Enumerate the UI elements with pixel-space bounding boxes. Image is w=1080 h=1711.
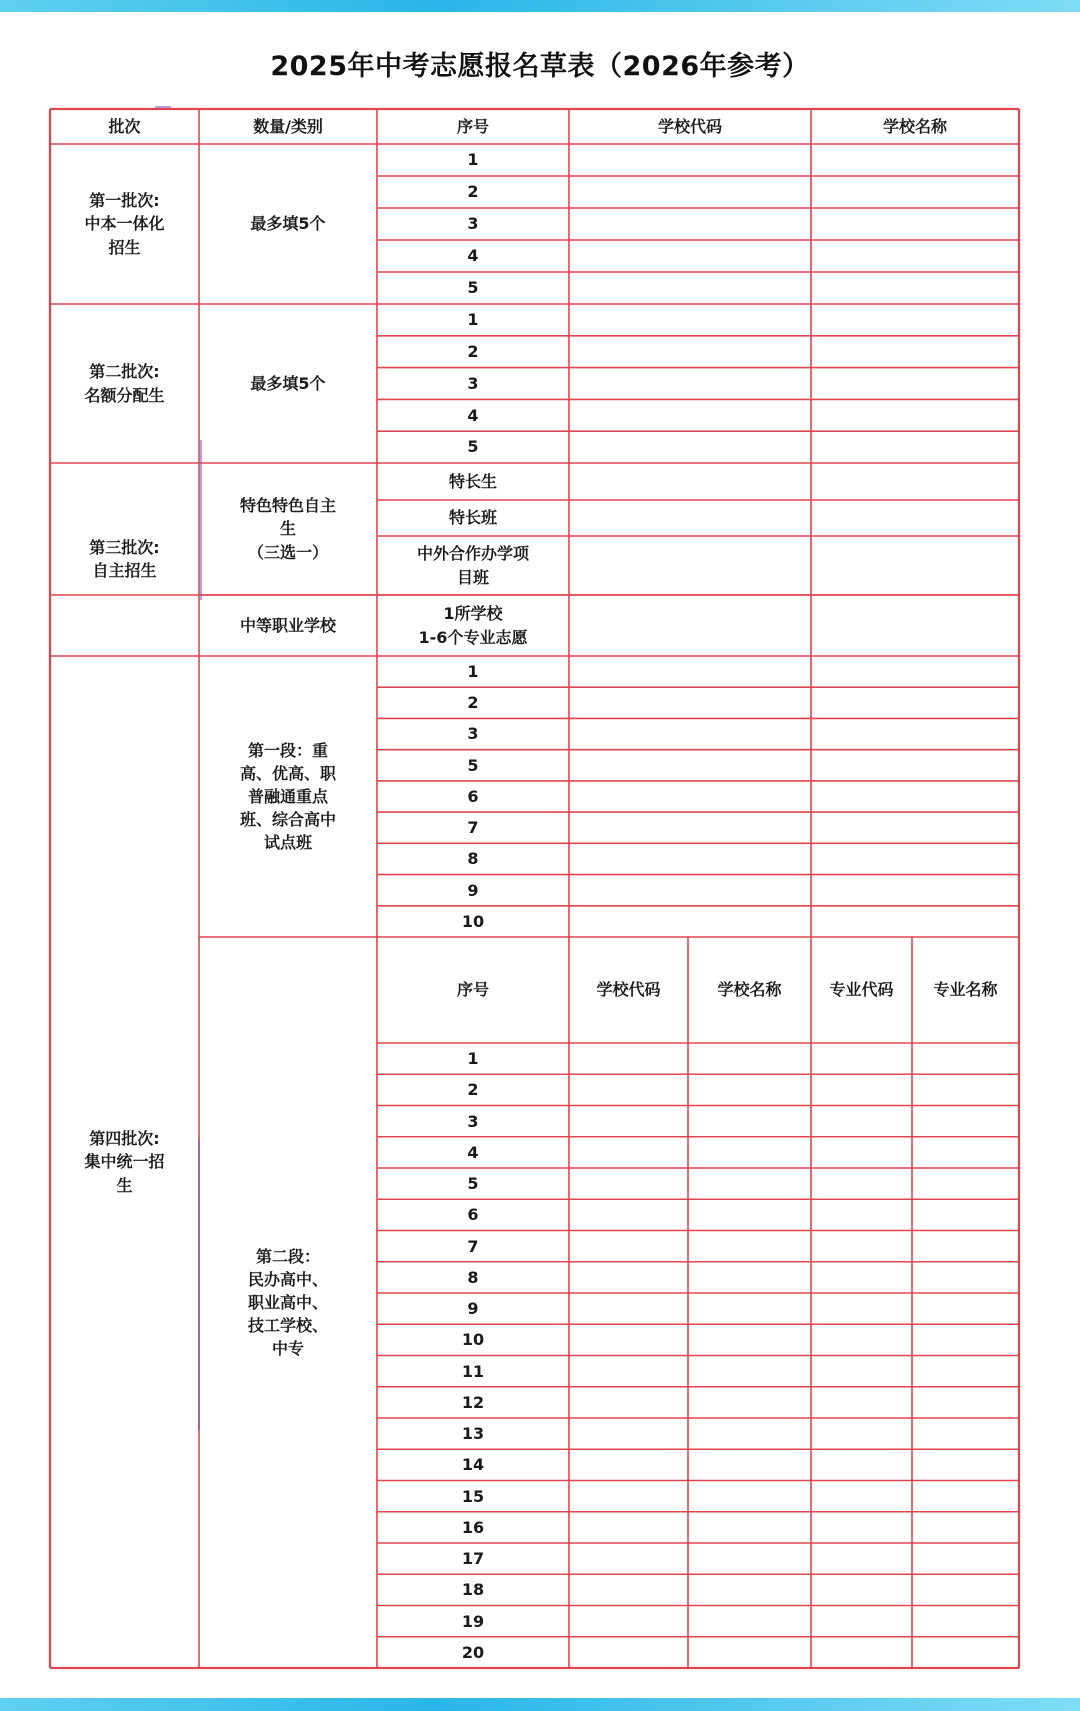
batch4-stage2-seq: 18 bbox=[461, 1580, 485, 1600]
batch4-stage2-seq: 11 bbox=[461, 1361, 485, 1381]
batch4-stage1-seq: 5 bbox=[467, 755, 479, 775]
batch3-label: 第三批次: 自主招生 bbox=[89, 537, 160, 580]
batch4-label: 第四批次: 集中统一招 生 bbox=[84, 1129, 165, 1195]
batch3-special-row: 特长班 bbox=[448, 508, 497, 528]
batch2-seq: 2 bbox=[467, 342, 479, 362]
batch2-seq: 4 bbox=[467, 405, 479, 425]
batch4-stage2-seq: 16 bbox=[461, 1517, 485, 1537]
batch4-stage2-seq: 7 bbox=[467, 1236, 479, 1256]
batch4-stage2-seq: 13 bbox=[461, 1424, 485, 1444]
batch1-seq: 4 bbox=[467, 246, 479, 266]
batch4-stage1-seq: 6 bbox=[467, 786, 479, 806]
batch2-seq: 5 bbox=[467, 437, 479, 457]
batch4-stage1-seq: 2 bbox=[467, 693, 479, 713]
stage2-header-seq: 序号 bbox=[456, 980, 489, 1000]
batch4-stage2-seq: 1 bbox=[467, 1049, 479, 1069]
batch3-vocational-row: 1所学校 1-6个专业志愿 bbox=[418, 604, 528, 647]
stage2-header-school-code: 学校代码 bbox=[596, 980, 661, 1000]
batch4-stage2-label: 第二段： 民办高中、 职业高中、 技工学校、 中专 bbox=[247, 1246, 328, 1359]
batch3-special-row: 中外合作办学项 目班 bbox=[416, 544, 529, 587]
batch4-stage2-seq: 17 bbox=[461, 1549, 485, 1569]
batch4-stage1-seq: 1 bbox=[467, 662, 479, 682]
batch4-stage1-seq: 3 bbox=[467, 724, 479, 744]
batch4-stage1-seq: 10 bbox=[461, 911, 485, 931]
batch4-stage2-seq: 10 bbox=[461, 1330, 485, 1350]
batch1-label: 第一批次: 中本一体化 招生 bbox=[84, 191, 165, 257]
batch4-stage2-seq: 3 bbox=[467, 1111, 479, 1131]
stage2-header-major-name: 专业名称 bbox=[933, 980, 998, 1000]
batch4-stage2-seq: 5 bbox=[467, 1174, 479, 1194]
pen-mark bbox=[155, 106, 171, 108]
batch4-stage1-seq: 8 bbox=[467, 849, 479, 869]
batch1-seq: 1 bbox=[467, 150, 479, 170]
pen-mark bbox=[198, 1140, 200, 1430]
header-school-code: 学校代码 bbox=[657, 116, 722, 136]
batch2-seq: 1 bbox=[467, 310, 479, 330]
header-batch: 批次 bbox=[108, 116, 141, 136]
header-quantity-category: 数量/类别 bbox=[253, 116, 323, 136]
batch1-limit: 最多填5个 bbox=[250, 214, 326, 234]
batch4-stage1-seq: 7 bbox=[467, 818, 479, 838]
batch4-stage2-seq: 8 bbox=[467, 1267, 479, 1287]
batch4-stage2-seq: 20 bbox=[461, 1642, 485, 1662]
page-title: 2025年中考志愿报名草表（2026年参考） bbox=[270, 51, 810, 82]
batch4-stage2-seq: 14 bbox=[461, 1455, 485, 1475]
batch2-seq: 3 bbox=[467, 373, 479, 393]
batch1-seq: 2 bbox=[467, 182, 479, 202]
batch4-stage1-label: 第一段：重 高、优高、职 普融通重点 班、综合高中 试点班 bbox=[239, 740, 336, 853]
batch4-stage2-seq: 9 bbox=[467, 1299, 479, 1319]
batch2-limit: 最多填5个 bbox=[250, 373, 326, 393]
batch3-special-row: 特长生 bbox=[448, 471, 497, 491]
batch3-vocational-label: 中等职业学校 bbox=[239, 615, 336, 635]
batch4-stage2-seq: 6 bbox=[467, 1205, 479, 1225]
batch1-seq: 5 bbox=[467, 278, 479, 298]
pen-mark bbox=[200, 440, 202, 600]
batch4-stage2-seq: 2 bbox=[467, 1080, 479, 1100]
batch4-stage2-seq: 4 bbox=[467, 1142, 479, 1162]
stage2-header-major-code: 专业代码 bbox=[829, 980, 894, 1000]
batch4-stage2-seq: 15 bbox=[461, 1486, 485, 1506]
batch1-seq: 3 bbox=[467, 214, 479, 234]
batch2-label: 第二批次: 名额分配生 bbox=[84, 362, 165, 405]
batch4-stage2-seq: 19 bbox=[461, 1611, 485, 1631]
header-school-name: 学校名称 bbox=[882, 116, 947, 136]
header-seq: 序号 bbox=[456, 116, 489, 136]
stage2-header-school-name: 学校名称 bbox=[717, 980, 782, 1000]
batch4-stage2-seq: 12 bbox=[461, 1392, 485, 1412]
batch4-stage1-seq: 9 bbox=[467, 880, 479, 900]
batch3-special-group: 特色特色自主 生 （三选一） bbox=[239, 496, 336, 562]
